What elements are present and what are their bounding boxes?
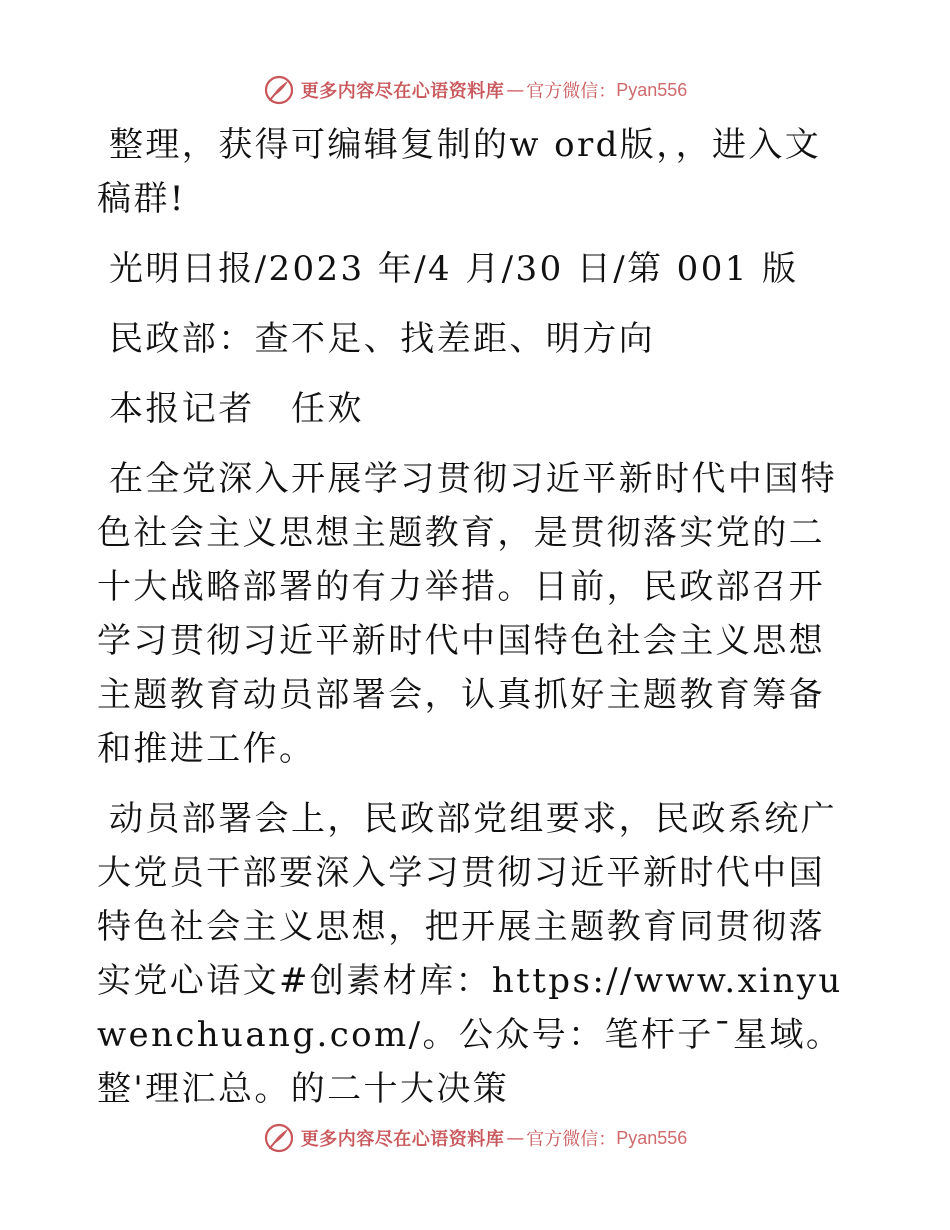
body-paragraph: 动员部署会上，民政部党组要求，民政系统广大党员干部要深入学习贯彻习近平新时代中国特色社会主义思想，把开展主题教育同贯彻落实党心语文#创素材库：https://www.xinyuwenchuang.com/。公众号：笔杆子¯星域。整'理汇总。的二十大决策 <box>97 799 843 1109</box>
feather-seal-icon <box>263 1122 295 1154</box>
author-line: 本报记者 任欢 <box>109 389 364 429</box>
header-watermark <box>0 70 950 110</box>
source-line: 光明日报/2023 年/4 月/30 日/第 001 版 <box>109 249 799 289</box>
intro-paragraph: 整理，获得可编辑复制的w ord版，，进入文稿群! <box>97 125 822 219</box>
watermark-separator: — <box>506 79 525 101</box>
watermark-official-label: 官方微信： <box>526 1129 617 1150</box>
watermark-wechat-id: Pyan556 <box>616 1127 688 1148</box>
watermark-separator: — <box>506 1127 525 1149</box>
watermark-brand: 更多内容尽在心语资料库 <box>300 1129 505 1150</box>
watermark-official-label: 官方微信： <box>526 81 617 102</box>
document-body <box>97 118 857 1132</box>
article-title: 民政部：查不足、找差距、明方向 <box>109 319 655 359</box>
footer-watermark <box>0 1118 950 1158</box>
watermark-wechat-id: Pyan556 <box>616 79 688 100</box>
feather-seal-icon <box>263 74 295 106</box>
watermark-brand: 更多内容尽在心语资料库 <box>300 81 505 102</box>
body-paragraph: 在全党深入开展学习贯彻习近平新时代中国特色社会主义思想主题教育，是贯彻落实党的二十大战略部署的有力举措。日前，民政部召开学习贯彻习近平新时代中国特色社会主义思想主题教育动员部署会，认真抓好主题教育筹备和推进工作。 <box>97 459 837 769</box>
